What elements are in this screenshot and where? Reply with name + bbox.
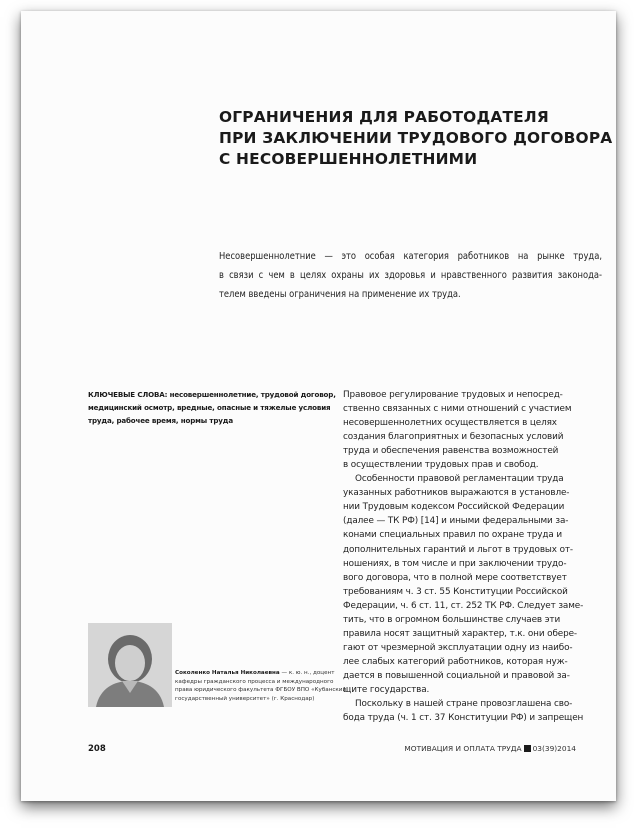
article-lead — [219, 247, 602, 304]
keywords-line: труда, рабочее время, нормы труда — [88, 416, 233, 425]
lead-line: в связи с чем в целях охраны их здоровья и нравственного развития законода- — [219, 270, 602, 281]
page-number: 208 — [88, 744, 106, 754]
body-line: ственно связанных с ними отношений с участием — [343, 404, 572, 415]
body-line: создания благоприятных и безопасных условий — [343, 432, 564, 443]
author-photo — [88, 623, 172, 707]
body-line: ношениях, в том числе и при заключении трудо- — [343, 558, 567, 569]
body-line: правила носят защитный характер, т.к. они обере- — [343, 628, 577, 639]
article-title — [219, 107, 613, 170]
lead-line: телем введены ограничения на применение их труда. — [219, 289, 461, 300]
journal-page — [21, 11, 616, 801]
body-line: Поскольку в нашей стране провозглашена сво- — [355, 699, 573, 710]
square-separator-icon — [524, 745, 531, 752]
body-line: требованиям ч. 3 ст. 55 Конституции Российской — [343, 586, 568, 597]
article-body — [343, 388, 605, 725]
body-line: бода труда (ч. 1 ст. 37 Конституции РФ) и запрещен — [343, 713, 584, 724]
body-line: вого договора, что в полной мере соответствует — [343, 572, 567, 583]
author-bio-line: кафедры гражданского процесса и международного — [175, 678, 334, 685]
body-line: Правовое регулирование трудовых и непосред- — [343, 390, 563, 400]
journal-issue: 03(39)2014 — [532, 744, 576, 753]
body-line: труда и обеспечения равенства возможностей — [343, 446, 559, 457]
body-line: конами специальных правил по охране труда и — [343, 530, 563, 541]
author-portrait-image — [88, 623, 172, 707]
author-bio-line: права юридического факультета ФГБОУ ВПО «Кубанский — [175, 687, 347, 694]
body-line: несовершеннолетних осуществляется в целях — [343, 418, 557, 429]
author-bio-line: государственный университет» (г. Краснодар) — [175, 695, 315, 702]
author-bio-line: — к. ю. н., доцент — [279, 670, 335, 676]
author-name: Соколенко Наталья Николаевна — [175, 670, 280, 676]
body-line: тить, что в огромном большинстве случаев эти — [343, 614, 561, 625]
author-info — [175, 669, 355, 703]
body-line: в осуществлении трудовых прав и свобод. — [343, 460, 539, 471]
body-line: Особенности правовой регламентации труда — [355, 474, 564, 485]
lead-line: Несовершеннолетние — это особая категория работников на рынке труда, — [219, 251, 602, 262]
title-line: ОГРАНИЧЕНИЯ ДЛЯ РАБОТОДАТЕЛЯ — [219, 108, 549, 126]
body-line: дается в повышенной социальной и правовой за- — [343, 670, 570, 681]
journal-name: МОТИВАЦИЯ И ОПЛАТА ТРУДА — [404, 744, 522, 753]
keywords-line: медицинский осмотр, вредные, опасные и тяжелые условия — [88, 403, 331, 412]
journal-footer — [404, 744, 576, 753]
title-line: С НЕСОВЕРШЕННОЛЕТНИМИ — [219, 150, 478, 168]
keywords — [88, 388, 348, 427]
keywords-line: КЛЮЧЕВЫЕ СЛОВА: несовершеннолетние, трудовой договор, — [88, 390, 336, 399]
body-line: гают от чрезмерной эксплуатации одну из наибо- — [343, 642, 573, 653]
body-line: указанных работников выражаются в установле- — [343, 488, 570, 499]
body-line: Федерации, ч. 6 ст. 11, ст. 252 ТК РФ. Следует заме- — [343, 600, 584, 611]
title-line: ПРИ ЗАКЛЮЧЕНИИ ТРУДОВОГО ДОГОВОРА — [219, 129, 613, 147]
body-line: лее слабых категорий работников, которая нуж- — [343, 656, 568, 667]
body-line: дополнительных гарантий и льгот в трудовых от- — [343, 544, 573, 555]
body-line: щите государства. — [343, 684, 430, 695]
body-line: нии Трудовым кодексом Российской Федерации — [343, 502, 565, 513]
body-line: (далее — ТК РФ) [14] и иными федеральными за- — [343, 516, 569, 527]
